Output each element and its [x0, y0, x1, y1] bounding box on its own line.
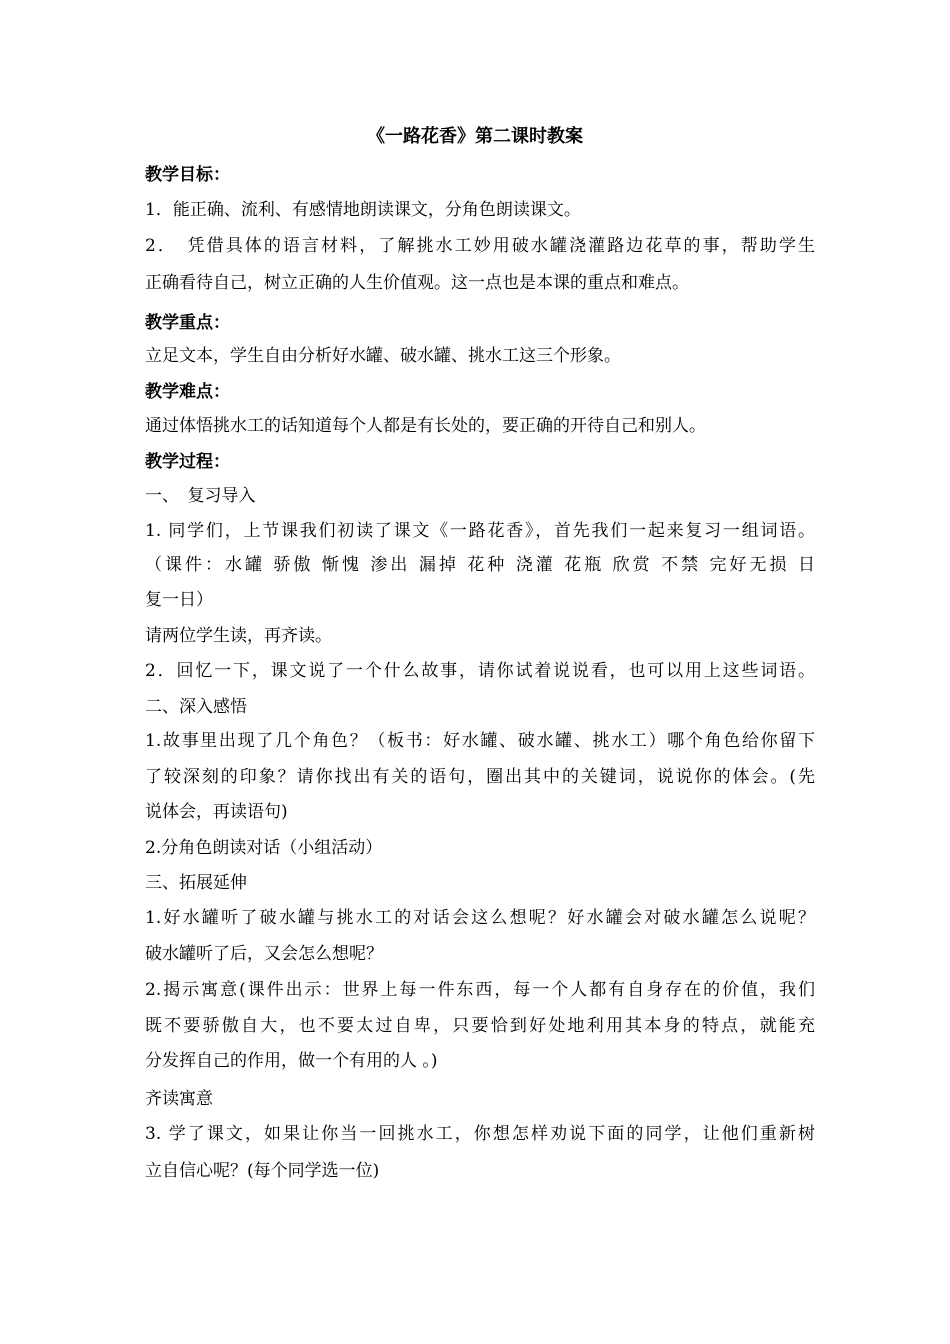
text-line: 三、拓展延伸 [145, 873, 247, 893]
section-heading: 教学目标： [145, 165, 230, 185]
text-line: 2.分角色朗读对话（小组活动） [145, 838, 383, 858]
text-line: 请两位学生读，再齐读。 [145, 626, 332, 646]
text-line: （课件：水罐 骄傲 惭愧 渗出 漏掉 花种 浇灌 花瓶 欣赏 不禁 完好无损 日 [145, 555, 815, 575]
text-line: 破水罐听了后，又会怎么想呢？ [145, 944, 383, 964]
text-line: 立足文本，学生自由分析好水罐、破水罐、挑水工这三个形象。 [145, 346, 621, 366]
text-line: 既不要骄傲自大，也不要太过自卑，只要恰到好处地利用其本身的特点，就能充 [145, 1016, 815, 1036]
section-heading: 教学重点： [145, 313, 230, 333]
text-line: 2． 凭借具体的语言材料，了解挑水工妙用破水罐浇灌路边花草的事，帮助学生 [145, 236, 815, 256]
text-line: 1.故事里出现了几个角色？（板书：好水罐、破水罐、挑水工）哪个角色给你留下 [145, 731, 815, 751]
text-line: 了较深刻的印象？请你找出有关的语句，圈出其中的关键词，说说你的体会。(先 [145, 767, 815, 787]
text-line: 说体会，再读语句) [145, 802, 288, 822]
text-line: 1.好水罐听了破水罐与挑水工的对话会这么想呢？好水罐会对破水罐怎么说呢？ [145, 908, 815, 928]
text-line: 1．能正确、流利、有感情地朗读课文，分角色朗读课文。 [145, 200, 581, 220]
text-line: 2．回忆一下，课文说了一个什么故事，请你试着说说看，也可以用上这些词语。 [145, 661, 815, 681]
text-line: 正确看待自己，树立正确的人生价值观。这一点也是本课的重点和难点。 [145, 273, 689, 293]
text-line: 3. 学了课文，如果让你当一回挑水工，你想怎样劝说下面的同学，让他们重新树 [145, 1124, 815, 1144]
text-line: 1. 同学们，上节课我们初读了课文《一路花香》，首先我们一起来复习一组词语。 [145, 521, 815, 541]
text-line: 分发挥自己的作用，做一个有用的人 。) [145, 1051, 438, 1071]
section-heading: 教学难点： [145, 382, 230, 402]
text-line: 齐读寓意 [145, 1089, 213, 1109]
text-line: 立自信心呢？(每个同学选一位) [145, 1161, 380, 1181]
text-line: 复一日） [145, 590, 213, 610]
document-title: 《一路花香》第二课时教案 [367, 126, 583, 147]
text-line: 一、 复习导入 [145, 486, 256, 506]
text-line: 二、深入感悟 [145, 697, 247, 717]
text-line: 通过体悟挑水工的话知道每个人都是有长处的，要正确的开待自己和别人。 [145, 416, 706, 436]
text-line: 2.揭示寓意(课件出示：世界上每一件东西，每一个人都有自身存在的价值，我们 [145, 980, 815, 1000]
section-heading: 教学过程： [145, 452, 230, 472]
